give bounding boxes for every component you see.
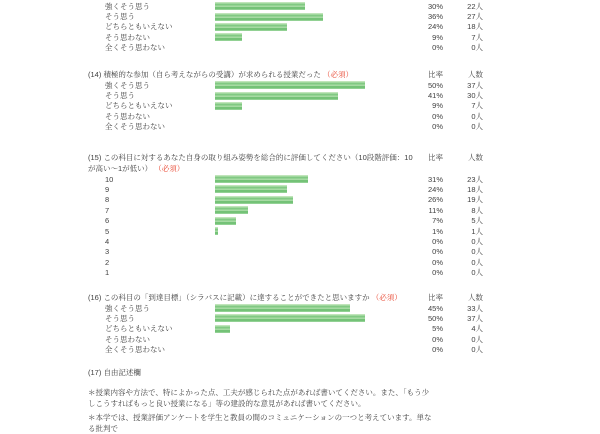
required-badge: （必須） (323, 69, 354, 79)
percent-value: 0% (432, 236, 443, 246)
bar-cell (215, 335, 420, 343)
answer-rows (88, 303, 600, 355)
bar (215, 13, 323, 21)
answer-row (88, 195, 600, 205)
question-title: この科目の「到達目標」（シラバスに記載）に達することができたと思いますか (103, 292, 370, 302)
answer-label: どちらともいえない (105, 324, 173, 334)
column-header-count: 人数 (468, 152, 483, 162)
bar-cell (215, 23, 420, 31)
bar (215, 81, 365, 89)
percent-value: 31% (427, 174, 443, 184)
bar (215, 175, 308, 183)
answer-row (88, 215, 600, 225)
answer-label: そう思わない (105, 334, 150, 344)
percent-value: 41% (427, 91, 443, 101)
bar-cell (215, 304, 420, 312)
answer-label: 全くそう思わない (105, 122, 165, 132)
bar-cell (215, 92, 420, 100)
count-value: 0人 (471, 43, 483, 53)
required-badge: （必須） (154, 163, 185, 173)
question-text (88, 69, 420, 80)
answer-label: そう思わない (105, 32, 150, 42)
answer-label: 2 (105, 257, 110, 267)
answer-label: そう思わない (105, 111, 150, 121)
column-header-ratio: 比率 (428, 69, 443, 79)
bar (215, 102, 242, 110)
answer-label: 全くそう思わない (105, 345, 165, 355)
question-number: (14) (88, 69, 102, 79)
percent-value: 11% (428, 205, 443, 215)
answer-label: そう思う (105, 91, 135, 101)
free-text-note: ＊本学では、授業評価アンケートを学生と教員の間のコミュニケーションの一つと考えています。単なる批判で (88, 412, 432, 433)
answer-label: 全くそう思わない (105, 43, 165, 53)
answer-row (88, 205, 600, 215)
answer-rows (88, 174, 600, 278)
count-value: 0人 (471, 247, 483, 257)
question-section-16 (88, 292, 600, 355)
count-value: 0人 (471, 345, 483, 355)
bar (215, 23, 287, 31)
bar-cell (215, 258, 420, 266)
answer-label: どちらともいえない (105, 22, 173, 32)
count-value: 1人 (471, 226, 483, 236)
percent-value: 0% (432, 122, 443, 132)
question-text (88, 152, 420, 174)
count-value: 27人 (467, 12, 483, 22)
answer-row (88, 236, 600, 246)
answer-label: 1 (105, 268, 110, 278)
percent-value: 9% (432, 101, 443, 111)
bar (215, 227, 218, 235)
percent-value: 50% (427, 80, 443, 90)
count-value: 23人 (467, 174, 483, 184)
answer-row (88, 313, 600, 323)
count-value: 0人 (471, 111, 483, 121)
percent-value: 0% (432, 43, 443, 53)
bar-cell (215, 346, 420, 354)
answer-label: 強くそう思う (105, 1, 150, 11)
answer-row (88, 80, 600, 90)
count-value: 4人 (471, 324, 483, 334)
count-value: 7人 (471, 101, 483, 111)
question-title: 自由記述欄 (103, 367, 141, 377)
answer-label: 7 (105, 205, 110, 215)
question-header (88, 292, 600, 303)
answer-label: 10 (105, 174, 114, 184)
answer-row (88, 101, 600, 111)
free-text-title (88, 367, 600, 378)
answer-label: 強くそう思う (105, 80, 150, 90)
percent-value: 9% (432, 32, 443, 42)
bar-cell (215, 44, 420, 52)
bar-cell (215, 13, 420, 21)
count-value: 0人 (471, 268, 483, 278)
percent-value: 24% (427, 22, 443, 32)
bar-cell (215, 123, 420, 131)
bar-cell (215, 325, 420, 333)
answer-row (88, 11, 600, 21)
count-value: 0人 (471, 257, 483, 267)
question-section-13-partial (88, 1, 600, 53)
bar-cell (215, 227, 420, 235)
free-text-instructions: ＊授業内容や方法で、特によかった点、工夫が感じられた点があれば書いてください。また、「もう少しこうすればもっと良い授業になる」等の建設的な意見があれば書いてください。 (88, 387, 430, 408)
answer-label: 5 (105, 226, 110, 236)
answer-row (88, 247, 600, 257)
answer-row (88, 257, 600, 267)
count-value: 33人 (467, 303, 483, 313)
bar-cell (215, 269, 420, 277)
answer-row (88, 303, 600, 313)
answer-row (88, 1, 600, 11)
answer-row (88, 122, 600, 132)
bar-cell (215, 81, 420, 89)
percent-value: 0% (432, 111, 443, 121)
percent-value: 5% (432, 324, 443, 334)
percent-value: 7% (432, 216, 443, 226)
answer-row (88, 324, 600, 334)
answer-row (88, 32, 600, 42)
percent-value: 30% (427, 1, 443, 11)
bar (215, 206, 248, 214)
count-value: 18人 (467, 185, 483, 194)
answer-label: そう思う (105, 313, 135, 323)
answer-row (88, 267, 600, 277)
answer-row (88, 43, 600, 53)
count-value: 5人 (471, 216, 483, 226)
column-header-ratio: 比率 (428, 152, 443, 162)
bar-cell (215, 206, 420, 214)
count-value: 37人 (467, 80, 483, 90)
bar-cell (215, 196, 420, 204)
bar-cell (215, 185, 420, 193)
percent-value: 50% (427, 313, 443, 323)
percent-value: 45% (427, 303, 443, 313)
answer-label: 9 (105, 184, 110, 194)
count-value: 8人 (471, 205, 483, 215)
count-value: 7人 (471, 32, 483, 42)
bar-cell (215, 102, 420, 110)
bar-cell (215, 112, 420, 120)
bar (215, 185, 287, 193)
required-badge: （必須） (371, 292, 402, 302)
column-header-count: 人数 (468, 292, 483, 302)
count-value: 18人 (467, 22, 483, 32)
question-header (88, 152, 600, 174)
question-header (88, 69, 600, 80)
question-section-15 (88, 152, 600, 278)
answer-rows (88, 1, 600, 53)
question-section-14 (88, 69, 600, 132)
bar (215, 217, 236, 225)
answer-label: そう思う (105, 12, 135, 22)
answer-label: どちらともいえない (105, 101, 173, 111)
answer-label: 8 (105, 195, 110, 205)
answer-label: 6 (105, 216, 110, 226)
percent-value: 0% (432, 257, 443, 267)
percent-value: 26% (427, 195, 443, 205)
answer-row (88, 90, 600, 100)
bar-cell (215, 314, 420, 322)
bar (215, 304, 350, 312)
percent-value: 0% (432, 247, 443, 257)
answer-row (88, 111, 600, 121)
percent-value: 0% (432, 334, 443, 344)
bar (215, 325, 230, 333)
count-value: 0人 (471, 334, 483, 344)
bar (215, 196, 293, 204)
answer-row (88, 344, 600, 354)
answer-row (88, 226, 600, 236)
survey-results-page (0, 1, 600, 433)
bar-cell (215, 175, 420, 183)
bar-cell (215, 2, 420, 10)
count-value: 0人 (471, 122, 483, 132)
answer-row (88, 334, 600, 344)
bar (215, 314, 365, 322)
bar (215, 33, 242, 41)
bar (215, 92, 338, 100)
question-number: (17) (88, 367, 102, 377)
question-title: 積極的な参加（自ら考えながらの受講）が求められる授業だった (103, 69, 321, 79)
count-value: 30人 (467, 91, 483, 101)
bar-cell (215, 248, 420, 256)
count-value: 19人 (467, 195, 483, 205)
answer-row (88, 174, 600, 184)
answer-rows (88, 80, 600, 132)
column-header-ratio: 比率 (428, 292, 443, 302)
question-text (88, 292, 420, 303)
percent-value: 0% (432, 345, 443, 355)
bar-cell (215, 237, 420, 245)
percent-value: 36% (427, 12, 443, 22)
question-title: この科目に対するあなた自身の取り組み姿勢を総合的に評価してください（10段階評価：10が高い～1が低い） (88, 152, 413, 173)
count-value: 22人 (467, 1, 483, 11)
count-value: 37人 (467, 313, 483, 323)
answer-label: 3 (105, 247, 110, 257)
bar (215, 2, 305, 10)
question-number: (15) (88, 152, 102, 162)
column-header-count: 人数 (468, 69, 483, 79)
answer-label: 強くそう思う (105, 303, 150, 313)
answer-row (88, 184, 600, 194)
count-value: 0人 (471, 236, 483, 246)
percent-value: 24% (427, 184, 443, 194)
bar-cell (215, 33, 420, 41)
answer-label: 4 (105, 236, 110, 246)
percent-value: 0% (432, 268, 443, 278)
percent-value: 1% (432, 226, 443, 236)
answer-row (88, 22, 600, 32)
bar-cell (215, 217, 420, 225)
question-number: (16) (88, 292, 102, 302)
